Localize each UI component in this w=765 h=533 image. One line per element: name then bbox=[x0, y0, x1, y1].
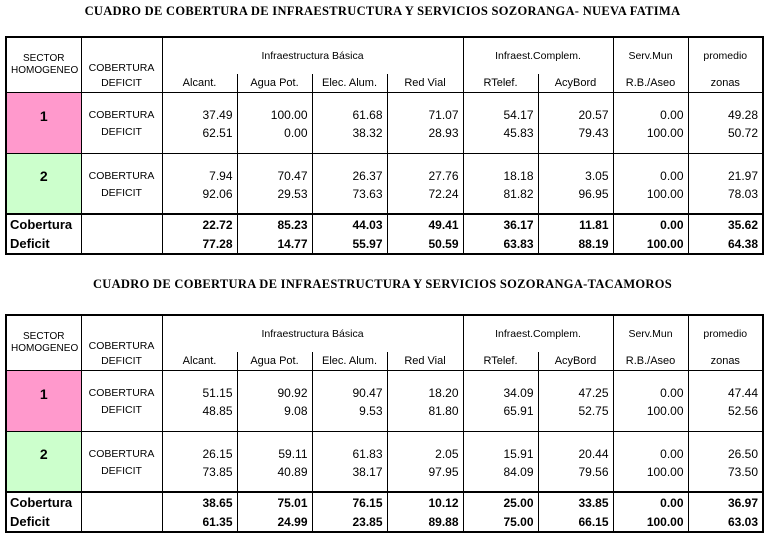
deficit-value: 81.80 bbox=[387, 404, 463, 431]
sector-cobertura-row bbox=[6, 382, 763, 404]
label-spacer bbox=[81, 153, 162, 165]
cobertura-value: 100.00 bbox=[237, 104, 312, 126]
sector-deficit-row bbox=[6, 126, 763, 153]
table-title: CUADRO DE COBERTURA DE INFRAESTRUCTURA Y SERVICIOS SOZORANGA-TACAMOROS bbox=[92, 277, 673, 291]
sector-spacer-row bbox=[6, 92, 763, 104]
deficit-value: 52.75 bbox=[538, 404, 613, 431]
value-spacer bbox=[538, 431, 613, 443]
cobertura-header: COBERTURA bbox=[81, 37, 162, 74]
deficit-value: 100.00 bbox=[613, 187, 688, 214]
deficit-value: 0.00 bbox=[237, 126, 312, 153]
sector-header: SECTOR HOMOGENEO bbox=[6, 315, 81, 370]
deficit-value: 73.85 bbox=[162, 465, 237, 492]
total-cobertura-value: 0.00 bbox=[613, 214, 688, 234]
value-spacer bbox=[237, 370, 312, 382]
total-cobertura-value: 33.85 bbox=[538, 492, 613, 512]
group-basica-header: Infraestructura Básica bbox=[162, 315, 463, 352]
cobertura-value: 3.05 bbox=[538, 165, 613, 187]
col-header-6: AcyBord bbox=[538, 352, 613, 370]
deficit-value: 79.56 bbox=[538, 465, 613, 492]
cobertura-value: 18.20 bbox=[387, 382, 463, 404]
total-deficit-row bbox=[6, 234, 763, 254]
sector-id: 1 bbox=[6, 92, 81, 153]
table-title: CUADRO DE COBERTURA DE INFRAESTRUCTURA Y SERVICIOS SOZORANGA- NUEVA FATIMA bbox=[84, 4, 681, 18]
value-spacer bbox=[463, 92, 538, 104]
total-cobertura-row bbox=[6, 492, 763, 512]
cobertura-value: 59.11 bbox=[237, 443, 312, 465]
cobertura-value: 21.97 bbox=[688, 165, 763, 187]
cobertura-value: 0.00 bbox=[613, 104, 688, 126]
deficit-value: 50.72 bbox=[688, 126, 763, 153]
label-spacer bbox=[81, 431, 162, 443]
total-deficit-label: Deficit bbox=[6, 234, 81, 254]
total-deficit-value: 61.35 bbox=[162, 512, 237, 532]
total-deficit-value: 100.00 bbox=[613, 512, 688, 532]
cobertura-value: 27.76 bbox=[387, 165, 463, 187]
sector-cobertura-row bbox=[6, 104, 763, 126]
total-deficit-value: 63.03 bbox=[688, 512, 763, 532]
deficit-value: 73.63 bbox=[312, 187, 387, 214]
col-header-7: R.B./Aseo bbox=[613, 74, 688, 92]
total-deficit-value: 63.83 bbox=[463, 234, 538, 254]
cobertura-label: COBERTURA bbox=[81, 104, 162, 126]
deficit-value: 84.09 bbox=[463, 465, 538, 492]
sector-deficit-row bbox=[6, 187, 763, 214]
label-spacer bbox=[81, 370, 162, 382]
deficit-value: 97.95 bbox=[387, 465, 463, 492]
total-cobertura-value: 85.23 bbox=[237, 214, 312, 234]
deficit-value: 38.32 bbox=[312, 126, 387, 153]
total-deficit-value: 23.85 bbox=[312, 512, 387, 532]
value-spacer bbox=[613, 92, 688, 104]
group-basica-header: Infraestructura Básica bbox=[162, 37, 463, 74]
total-deficit-value: 77.28 bbox=[162, 234, 237, 254]
header-row-cols bbox=[6, 352, 763, 370]
coverage-table bbox=[5, 36, 764, 255]
total-deficit-value: 24.99 bbox=[237, 512, 312, 532]
deficit-value: 45.83 bbox=[463, 126, 538, 153]
value-spacer bbox=[538, 153, 613, 165]
cobertura-value: 70.47 bbox=[237, 165, 312, 187]
col-header-6: AcyBord bbox=[538, 74, 613, 92]
total-cobertura-value: 44.03 bbox=[312, 214, 387, 234]
total-deficit-row bbox=[6, 512, 763, 532]
total-deficit-value: 64.38 bbox=[688, 234, 763, 254]
sector-id: 2 bbox=[6, 153, 81, 214]
col-header-8: zonas bbox=[688, 352, 763, 370]
sector-spacer-row bbox=[6, 431, 763, 443]
cobertura-value: 51.15 bbox=[162, 382, 237, 404]
total-deficit-value: 50.59 bbox=[387, 234, 463, 254]
total-cobertura-value: 10.12 bbox=[387, 492, 463, 512]
total-spacer bbox=[81, 512, 162, 532]
value-spacer bbox=[387, 431, 463, 443]
cobertura-label: COBERTURA bbox=[81, 165, 162, 187]
value-spacer bbox=[613, 153, 688, 165]
col-header-5: RTelef. bbox=[463, 74, 538, 92]
cobertura-value: 18.18 bbox=[463, 165, 538, 187]
label-spacer bbox=[81, 92, 162, 104]
col-header-7: R.B./Aseo bbox=[613, 352, 688, 370]
total-cobertura-label: Cobertura bbox=[6, 492, 81, 512]
cobertura-value: 2.05 bbox=[387, 443, 463, 465]
cobertura-value: 7.94 bbox=[162, 165, 237, 187]
group-prom-header: promedio bbox=[688, 315, 763, 352]
total-cobertura-value: 49.41 bbox=[387, 214, 463, 234]
total-cobertura-value: 22.72 bbox=[162, 214, 237, 234]
deficit-value: 100.00 bbox=[613, 465, 688, 492]
cobertura-value: 61.83 bbox=[312, 443, 387, 465]
cobertura-value: 26.37 bbox=[312, 165, 387, 187]
header-row-cols bbox=[6, 74, 763, 92]
deficit-label: DEFICIT bbox=[81, 187, 162, 214]
col-header-3: Elec. Alum. bbox=[312, 74, 387, 92]
sector-cobertura-row bbox=[6, 443, 763, 465]
cobertura-value: 49.28 bbox=[688, 104, 763, 126]
value-spacer bbox=[688, 431, 763, 443]
deficit-value: 62.51 bbox=[162, 126, 237, 153]
total-cobertura-value: 36.17 bbox=[463, 214, 538, 234]
group-prom-header: promedio bbox=[688, 37, 763, 74]
total-cobertura-row bbox=[6, 214, 763, 234]
deficit-value: 96.95 bbox=[538, 187, 613, 214]
value-spacer bbox=[312, 153, 387, 165]
deficit-value: 72.24 bbox=[387, 187, 463, 214]
cobertura-value: 0.00 bbox=[613, 382, 688, 404]
value-spacer bbox=[613, 370, 688, 382]
sector-id: 2 bbox=[6, 431, 81, 492]
cobertura-value: 20.44 bbox=[538, 443, 613, 465]
value-spacer bbox=[387, 153, 463, 165]
cobertura-value: 90.47 bbox=[312, 382, 387, 404]
total-spacer bbox=[81, 492, 162, 512]
cobertura-value: 0.00 bbox=[613, 443, 688, 465]
col-header-4: Red Vial bbox=[387, 74, 463, 92]
cobertura-value: 26.50 bbox=[688, 443, 763, 465]
cobertura-value: 26.15 bbox=[162, 443, 237, 465]
cobertura-value: 90.92 bbox=[237, 382, 312, 404]
value-spacer bbox=[463, 153, 538, 165]
deficit-value: 48.85 bbox=[162, 404, 237, 431]
cobertura-value: 37.49 bbox=[162, 104, 237, 126]
deficit-header: DEFICIT bbox=[81, 74, 162, 92]
total-cobertura-value: 11.81 bbox=[538, 214, 613, 234]
cobertura-value: 47.25 bbox=[538, 382, 613, 404]
col-header-1: Alcant. bbox=[162, 74, 237, 92]
cobertura-value: 0.00 bbox=[613, 165, 688, 187]
deficit-value: 28.93 bbox=[387, 126, 463, 153]
cobertura-label: COBERTURA bbox=[81, 382, 162, 404]
value-spacer bbox=[538, 370, 613, 382]
deficit-value: 100.00 bbox=[613, 126, 688, 153]
sector-cobertura-row bbox=[6, 165, 763, 187]
cobertura-value: 71.07 bbox=[387, 104, 463, 126]
sector-deficit-row bbox=[6, 404, 763, 431]
col-header-4: Red Vial bbox=[387, 352, 463, 370]
value-spacer bbox=[237, 431, 312, 443]
total-cobertura-value: 0.00 bbox=[613, 492, 688, 512]
group-serv-header: Serv.Mun bbox=[613, 315, 688, 352]
deficit-value: 92.06 bbox=[162, 187, 237, 214]
deficit-value: 79.43 bbox=[538, 126, 613, 153]
col-header-3: Elec. Alum. bbox=[312, 352, 387, 370]
total-deficit-value: 66.15 bbox=[538, 512, 613, 532]
total-cobertura-label: Cobertura bbox=[6, 214, 81, 234]
total-cobertura-value: 38.65 bbox=[162, 492, 237, 512]
deficit-value: 65.91 bbox=[463, 404, 538, 431]
deficit-value: 100.00 bbox=[613, 404, 688, 431]
value-spacer bbox=[312, 431, 387, 443]
col-header-8: zonas bbox=[688, 74, 763, 92]
value-spacer bbox=[613, 431, 688, 443]
cobertura-label: COBERTURA bbox=[81, 443, 162, 465]
header-row-groups bbox=[6, 315, 763, 352]
value-spacer bbox=[237, 92, 312, 104]
deficit-value: 40.89 bbox=[237, 465, 312, 492]
total-deficit-value: 14.77 bbox=[237, 234, 312, 254]
coverage-table bbox=[5, 314, 764, 533]
cobertura-value: 54.17 bbox=[463, 104, 538, 126]
cobertura-header: COBERTURA bbox=[81, 315, 162, 352]
value-spacer bbox=[162, 370, 237, 382]
total-deficit-label: Deficit bbox=[6, 512, 81, 532]
value-spacer bbox=[387, 92, 463, 104]
total-cobertura-value: 75.01 bbox=[237, 492, 312, 512]
value-spacer bbox=[312, 92, 387, 104]
sector-spacer-row bbox=[6, 153, 763, 165]
total-deficit-value: 100.00 bbox=[613, 234, 688, 254]
cobertura-value: 61.68 bbox=[312, 104, 387, 126]
total-spacer bbox=[81, 234, 162, 254]
total-cobertura-value: 36.97 bbox=[688, 492, 763, 512]
sector-spacer-row bbox=[6, 370, 763, 382]
total-deficit-value: 55.97 bbox=[312, 234, 387, 254]
deficit-value: 29.53 bbox=[237, 187, 312, 214]
deficit-value: 81.82 bbox=[463, 187, 538, 214]
header-row-groups bbox=[6, 37, 763, 74]
total-spacer bbox=[81, 214, 162, 234]
deficit-value: 9.53 bbox=[312, 404, 387, 431]
cobertura-value: 34.09 bbox=[463, 382, 538, 404]
sector-deficit-row bbox=[6, 465, 763, 492]
deficit-value: 38.17 bbox=[312, 465, 387, 492]
group-complem-header: Infraest.Complem. bbox=[463, 37, 613, 74]
value-spacer bbox=[688, 370, 763, 382]
value-spacer bbox=[463, 370, 538, 382]
group-serv-header: Serv.Mun bbox=[613, 37, 688, 74]
total-deficit-value: 75.00 bbox=[463, 512, 538, 532]
col-header-2: Agua Pot. bbox=[237, 74, 312, 92]
group-complem-header: Infraest.Complem. bbox=[463, 315, 613, 352]
value-spacer bbox=[688, 92, 763, 104]
col-header-2: Agua Pot. bbox=[237, 352, 312, 370]
deficit-value: 9.08 bbox=[237, 404, 312, 431]
deficit-label: DEFICIT bbox=[81, 465, 162, 492]
value-spacer bbox=[463, 431, 538, 443]
value-spacer bbox=[538, 92, 613, 104]
col-header-1: Alcant. bbox=[162, 352, 237, 370]
value-spacer bbox=[312, 370, 387, 382]
cobertura-value: 47.44 bbox=[688, 382, 763, 404]
sector-header: SECTOR HOMOGENEO bbox=[6, 37, 81, 92]
cobertura-value: 20.57 bbox=[538, 104, 613, 126]
value-spacer bbox=[688, 153, 763, 165]
value-spacer bbox=[162, 92, 237, 104]
deficit-value: 78.03 bbox=[688, 187, 763, 214]
col-header-5: RTelef. bbox=[463, 352, 538, 370]
total-cobertura-value: 25.00 bbox=[463, 492, 538, 512]
deficit-header: DEFICIT bbox=[81, 352, 162, 370]
deficit-label: DEFICIT bbox=[81, 404, 162, 431]
value-spacer bbox=[162, 153, 237, 165]
total-deficit-value: 88.19 bbox=[538, 234, 613, 254]
deficit-label: DEFICIT bbox=[81, 126, 162, 153]
total-cobertura-value: 35.62 bbox=[688, 214, 763, 234]
cobertura-value: 15.91 bbox=[463, 443, 538, 465]
sector-id: 1 bbox=[6, 370, 81, 431]
total-cobertura-value: 76.15 bbox=[312, 492, 387, 512]
value-spacer bbox=[162, 431, 237, 443]
total-deficit-value: 89.88 bbox=[387, 512, 463, 532]
value-spacer bbox=[387, 370, 463, 382]
value-spacer bbox=[237, 153, 312, 165]
deficit-value: 52.56 bbox=[688, 404, 763, 431]
deficit-value: 73.50 bbox=[688, 465, 763, 492]
